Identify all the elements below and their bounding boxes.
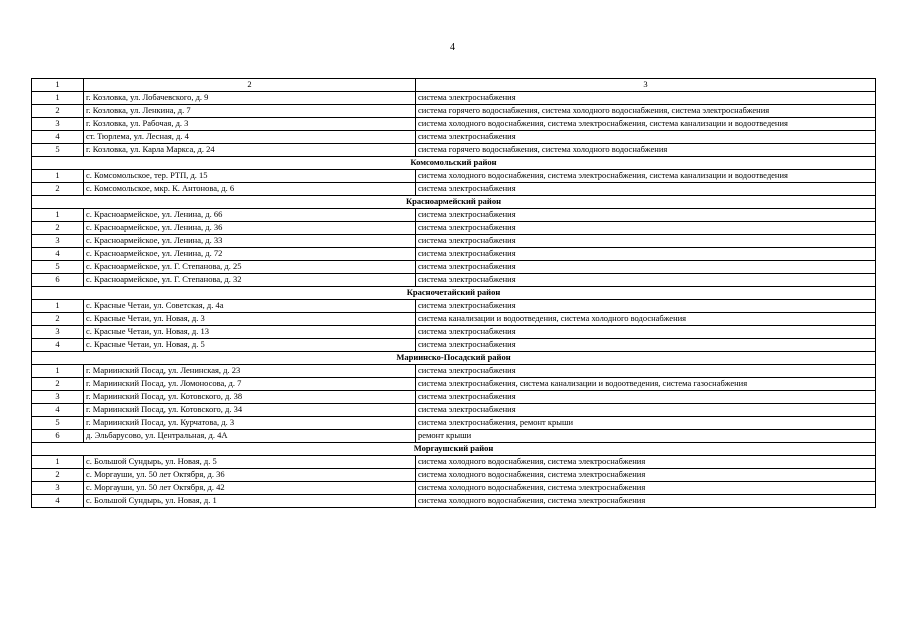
region-title: Красночетайский район bbox=[32, 287, 876, 300]
row-works: система электроснабжения bbox=[416, 183, 876, 196]
row-works: система электроснабжения bbox=[416, 365, 876, 378]
row-works: система электроснабжения bbox=[416, 222, 876, 235]
row-works: система канализации и водоотведения, система холодного водоснабжения bbox=[416, 313, 876, 326]
row-address: с. Моргауши, ул. 50 лет Октября, д. 42 bbox=[84, 482, 416, 495]
row-address: г. Мариинский Посад, ул. Ломоносова, д. 7 bbox=[84, 378, 416, 391]
row-works: система холодного водоснабжения, система электроснабжения bbox=[416, 456, 876, 469]
row-address: д. Эльбарусово, ул. Центральная, д. 4А bbox=[84, 430, 416, 443]
row-works: система электроснабжения bbox=[416, 248, 876, 261]
header-col-1: 1 bbox=[32, 79, 84, 92]
row-number: 4 bbox=[32, 131, 84, 144]
row-works: система электроснабжения, система канализации и водоотведения, система газоснабжения bbox=[416, 378, 876, 391]
header-col-2: 2 bbox=[84, 79, 416, 92]
region-title: Мариинско-Посадский район bbox=[32, 352, 876, 365]
row-works: система холодного водоснабжения, система электроснабжения bbox=[416, 482, 876, 495]
row-number: 4 bbox=[32, 248, 84, 261]
row-address: г. Козловка, ул. Карла Маркса, д. 24 bbox=[84, 144, 416, 157]
row-address: г. Мариинский Посад, ул. Котовского, д. 34 bbox=[84, 404, 416, 417]
row-address: с. Красные Четаи, ул. Новая, д. 13 bbox=[84, 326, 416, 339]
row-address: с. Красные Четаи, ул. Новая, д. 5 bbox=[84, 339, 416, 352]
row-number: 1 bbox=[32, 300, 84, 313]
row-works: система электроснабжения bbox=[416, 261, 876, 274]
row-works: система электроснабжения bbox=[416, 391, 876, 404]
row-address: с. Красные Четаи, ул. Советская, д. 4а bbox=[84, 300, 416, 313]
row-number: 4 bbox=[32, 404, 84, 417]
row-number: 1 bbox=[32, 209, 84, 222]
region-row bbox=[32, 443, 876, 456]
region-title: Моргаушский район bbox=[32, 443, 876, 456]
row-address: г. Козловка, ул. Лобачевского, д. 9 bbox=[84, 92, 416, 105]
row-number: 1 bbox=[32, 92, 84, 105]
row-works: система холодного водоснабжения, система электроснабжения bbox=[416, 495, 876, 508]
row-address: с. Красноармейское, ул. Ленина, д. 36 bbox=[84, 222, 416, 235]
header-col-3: 3 bbox=[416, 79, 876, 92]
table-header-row bbox=[32, 79, 876, 92]
row-works: ремонт крыши bbox=[416, 430, 876, 443]
row-number: 4 bbox=[32, 339, 84, 352]
row-address: с. Красноармейское, ул. Г. Степанова, д. 25 bbox=[84, 261, 416, 274]
row-works: система электроснабжения bbox=[416, 274, 876, 287]
row-number: 6 bbox=[32, 274, 84, 287]
region-row bbox=[32, 196, 876, 209]
row-address: с. Комсомольское, мкр. К. Антонова, д. 6 bbox=[84, 183, 416, 196]
row-address: г. Мариинский Посад, ул. Ленинская, д. 23 bbox=[84, 365, 416, 378]
row-address: г. Мариинский Посад, ул. Котовского, д. 38 bbox=[84, 391, 416, 404]
row-works: система электроснабжения bbox=[416, 235, 876, 248]
region-title: Комсомольский район bbox=[32, 157, 876, 170]
row-number: 2 bbox=[32, 469, 84, 482]
row-number: 6 bbox=[32, 430, 84, 443]
row-number: 2 bbox=[32, 105, 84, 118]
page-number: 4 bbox=[450, 42, 455, 53]
row-works: система электроснабжения, ремонт крыши bbox=[416, 417, 876, 430]
row-number: 3 bbox=[32, 326, 84, 339]
row-works: система электроснабжения bbox=[416, 92, 876, 105]
row-address: с. Большой Сундырь, ул. Новая, д. 1 bbox=[84, 495, 416, 508]
row-works: система холодного водоснабжения, система электроснабжения, система канализации и водоотведения bbox=[416, 118, 876, 131]
row-address: с. Комсомольское, тер. РТП, д. 15 bbox=[84, 170, 416, 183]
row-address: г. Козловка, ул. Рабочая, д. 3 bbox=[84, 118, 416, 131]
row-address: с. Красноармейское, ул. Г. Степанова, д. 32 bbox=[84, 274, 416, 287]
objects-table bbox=[31, 78, 876, 508]
row-number: 3 bbox=[32, 235, 84, 248]
row-address: с. Красноармейское, ул. Ленина, д. 33 bbox=[84, 235, 416, 248]
row-works: система холодного водоснабжения, система электроснабжения bbox=[416, 469, 876, 482]
row-number: 3 bbox=[32, 482, 84, 495]
row-address: с. Красноармейское, ул. Ленина, д. 72 bbox=[84, 248, 416, 261]
row-works: система горячего водоснабжения, система холодного водоснабжения bbox=[416, 144, 876, 157]
region-title: Красноармейский район bbox=[32, 196, 876, 209]
row-address: ст. Тюрлема, ул. Лесная, д. 4 bbox=[84, 131, 416, 144]
row-address: с. Моргауши, ул. 50 лет Октября, д. 36 bbox=[84, 469, 416, 482]
row-works: система электроснабжения bbox=[416, 339, 876, 352]
row-number: 2 bbox=[32, 183, 84, 196]
row-works: система холодного водоснабжения, система электроснабжения, система канализации и водоотведения bbox=[416, 170, 876, 183]
row-number: 1 bbox=[32, 170, 84, 183]
row-address: с. Большой Сундырь, ул. Новая, д. 5 bbox=[84, 456, 416, 469]
row-address: г. Мариинский Посад, ул. Курчатова, д. 3 bbox=[84, 417, 416, 430]
row-number: 2 bbox=[32, 378, 84, 391]
region-row bbox=[32, 157, 876, 170]
row-address: с. Красноармейское, ул. Ленина, д. 66 bbox=[84, 209, 416, 222]
row-address: с. Красные Четаи, ул. Новая, д. 3 bbox=[84, 313, 416, 326]
row-number: 1 bbox=[32, 456, 84, 469]
row-works: система электроснабжения bbox=[416, 404, 876, 417]
row-number: 5 bbox=[32, 144, 84, 157]
row-works: система электроснабжения bbox=[416, 326, 876, 339]
row-number: 5 bbox=[32, 417, 84, 430]
row-number: 5 bbox=[32, 261, 84, 274]
region-row bbox=[32, 352, 876, 365]
row-works: система горячего водоснабжения, система холодного водоснабжения, система электроснабжения bbox=[416, 105, 876, 118]
row-works: система электроснабжения bbox=[416, 131, 876, 144]
row-number: 1 bbox=[32, 365, 84, 378]
row-works: система электроснабжения bbox=[416, 209, 876, 222]
row-number: 4 bbox=[32, 495, 84, 508]
region-row bbox=[32, 287, 876, 300]
row-number: 2 bbox=[32, 222, 84, 235]
row-address: г. Козловка, ул. Ленкина, д. 7 bbox=[84, 105, 416, 118]
row-number: 3 bbox=[32, 118, 84, 131]
row-works: система электроснабжения bbox=[416, 300, 876, 313]
row-number: 2 bbox=[32, 313, 84, 326]
row-number: 3 bbox=[32, 391, 84, 404]
